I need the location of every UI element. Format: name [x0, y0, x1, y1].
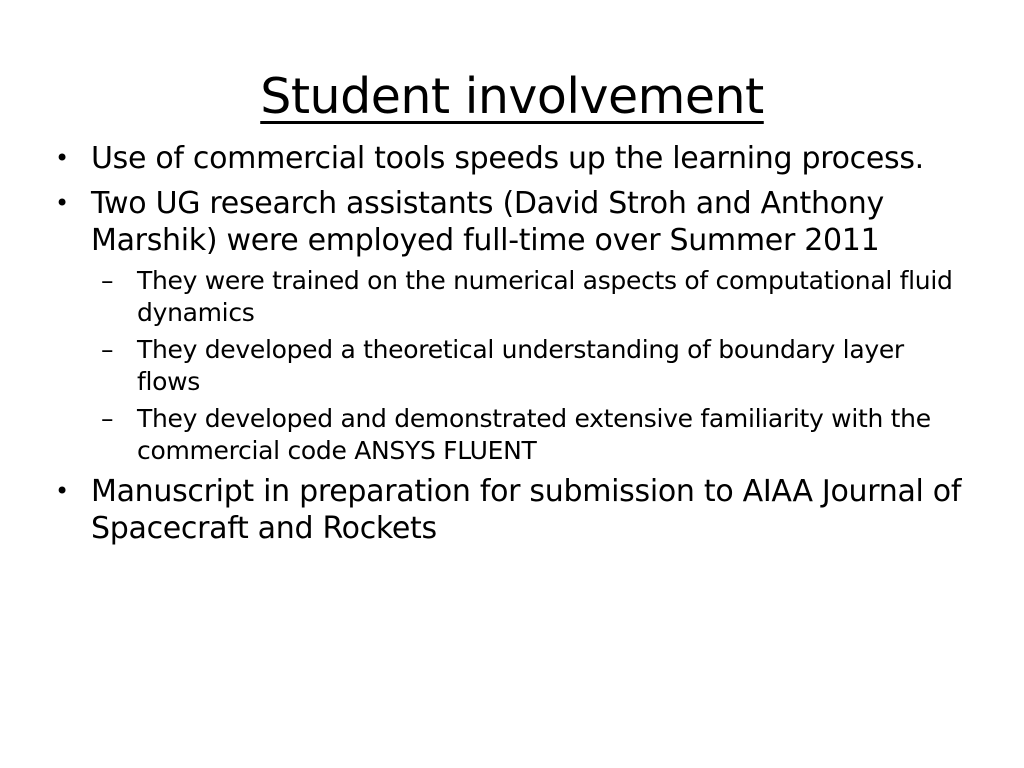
bullet-marker: • [55, 477, 69, 505]
bullet-text: Use of commercial tools speeds up the learning process. [91, 141, 924, 176]
slide-title-text: Student involvement [260, 68, 764, 125]
bullet-marker: • [55, 189, 69, 217]
bullet-item [50, 185, 970, 259]
sub-bullet-marker: – [101, 404, 114, 433]
bullet-marker: • [55, 144, 69, 172]
sub-bullet-item [91, 334, 970, 398]
sub-bullet-marker: – [101, 266, 114, 295]
bullet-list [50, 140, 970, 555]
sub-bullet-text: They developed and demonstrated extensive familiarity with the commercial code ANSYS FLUENT [137, 404, 931, 465]
sub-bullet-text: They were trained on the numerical aspects of computational fluid dynamics [137, 266, 953, 327]
bullet-text: Two UG research assistants (David Stroh and Anthony Marshik) were employed full-time over Summer 2011 [91, 186, 884, 258]
sub-bullet-marker: – [101, 335, 114, 364]
bullet-text: Manuscript in preparation for submission to AIAA Journal of Spacecraft and Rockets [91, 474, 962, 546]
sub-bullet-item [91, 403, 970, 467]
sub-bullet-text: They developed a theoretical understanding of boundary layer flows [137, 335, 904, 396]
bullet-item [50, 140, 970, 177]
slide-title [0, 62, 1024, 132]
sub-bullet-item [91, 265, 970, 329]
bullet-item [50, 473, 970, 547]
